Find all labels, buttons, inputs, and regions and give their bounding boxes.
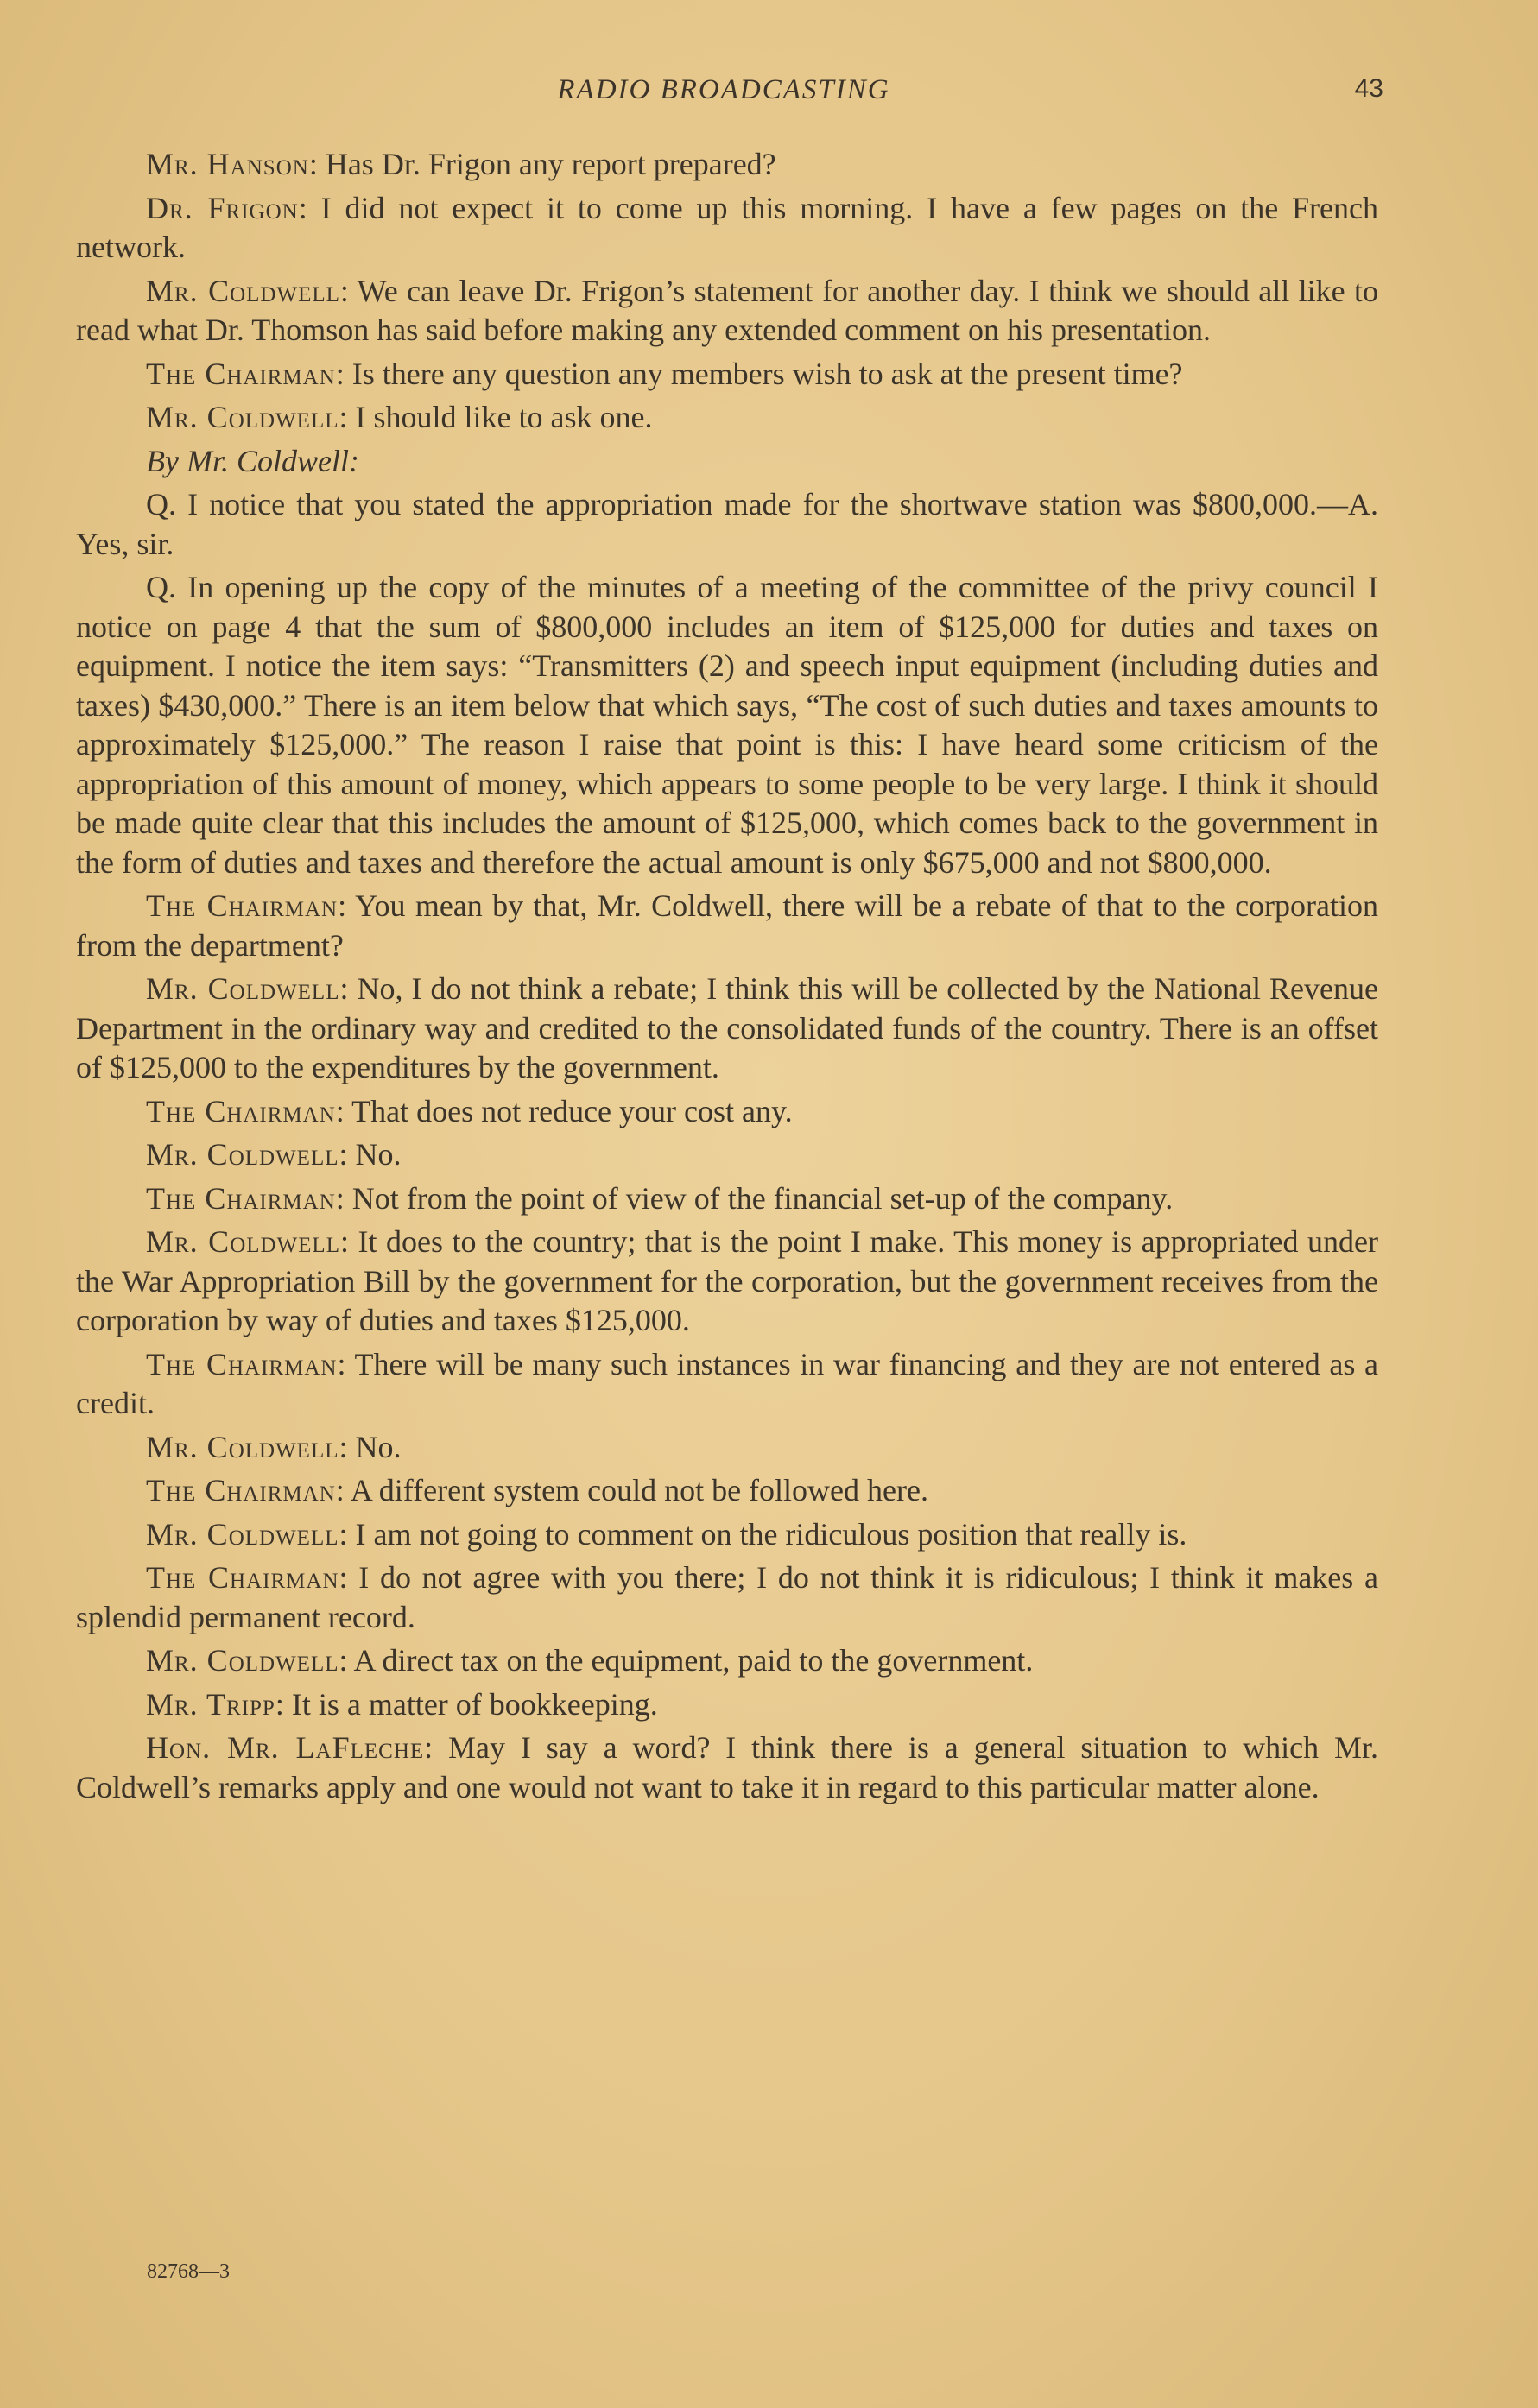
paragraph: The Chairman: A different system could not be followed here. — [146, 1473, 928, 1507]
paragraph-text: Not from the point of view of the financial set-up of the company. — [351, 1180, 1174, 1216]
speaker-name: Mr. Coldwell — [146, 971, 340, 1006]
paragraph: Mr. Tripp: It is a matter of bookkeeping. — [146, 1686, 658, 1722]
paragraph-text: There will be many such instances in war financing and they are not entered as a credit. — [76, 1346, 1378, 1420]
speaker-name: The Chairman — [146, 1473, 336, 1507]
paragraph-text: Q. In opening up the copy of the minutes of a meeting of the committee of the privy council I notice on page 4 that the sum of $800,000 includes an item of $125,000 for duties and taxes on equipment. I notice the item says: “Transmitters (2) and speech input equipment (including duties and taxes) $430,000.” There is an item below that which says, “The cost of such duties and taxes amounts to approximately $125,000.” The reason I raise that point is this: I have heard some criticism of the appropriation of this amount of money, which appears to some people to be very large. I think it should be made quite clear that this includes the amount of $125,000, which comes back to the government in the form of duties and taxes and therefore the actual amount is only $675,000 and not $800,000. — [76, 570, 1378, 880]
paragraph: Mr. Coldwell: It does to the country; that is the point I make. This money is appropriated under the War Appropriation Bill by the government for the corporation, but the government receives from the corporation by way of duties and taxes $125,000. — [76, 1224, 1378, 1337]
paragraph-text: It is a matter of bookkeeping. — [291, 1686, 658, 1722]
paragraph: Dr. Frigon: I did not expect it to come up this morning. I have a few pages on the French network. — [76, 190, 1379, 264]
paragraph: Mr. Coldwell: No, I do not think a rebate; I think this will be collected by the National Revenue Department in the ordinary way and credited to the consolidated funds of the country. There is an offset of $125,000 to the expenditures by the government. — [76, 971, 1378, 1084]
paragraph-text: No. — [355, 1137, 402, 1172]
paragraph-text: May I say a word? I think there is a general situation to which Mr. Coldwell’s remarks apply and one would not want to take it in regard to this particular matter alone. — [76, 1730, 1378, 1804]
paragraph: The Chairman: There will be many such instances in war financing and they are not entered as a credit. — [76, 1346, 1378, 1420]
paragraph-text: No, I do not think a rebate; I think this will be collected by the National Revenue Department in the ordinary way and credited to the consolidated funds of the country. There is an offset of $125,000 to the expenditures by the government. — [76, 971, 1378, 1084]
examiner-heading: By Mr. Coldwell: — [146, 443, 359, 478]
speaker-name: Mr. Coldwell — [146, 400, 339, 434]
speaker-name: Mr. Hanson — [146, 147, 309, 181]
speaker-name: Mr. Tripp — [146, 1686, 275, 1722]
paragraph-text: I am not going to comment on the ridiculous position that really is. — [355, 1516, 1187, 1552]
paragraph-text: A different system could not be followed here. — [350, 1473, 928, 1507]
speaker-name: Mr. Coldwell — [146, 1224, 340, 1259]
paragraph-text: No. — [355, 1429, 402, 1464]
speaker-name: Mr. Coldwell — [146, 1429, 339, 1464]
paragraph: The Chairman: Is there any question any members wish to ask at the present time? — [146, 356, 1183, 391]
page-number: 43 — [1354, 74, 1383, 103]
printer-signature-mark: 82768—3 — [147, 2260, 230, 2283]
paragraph: Mr. Coldwell: I should like to ask one. — [146, 400, 653, 434]
paragraph-text: You mean by that, Mr. Coldwell, there will be a rebate of that to the corporation from the department? — [76, 888, 1379, 963]
paragraph-text: We can leave Dr. Frigon’s statement for another day. I think we should all like to read what Dr. Thomson has said before making any extended comment on his presentation. — [76, 273, 1378, 347]
speaker-name: Dr. Frigon — [146, 190, 299, 225]
paragraph-text: A direct tax on the equipment, paid to the government. — [353, 1643, 1034, 1678]
paragraph: Mr. Coldwell: We can leave Dr. Frigon’s statement for another day. I think we should all like to read what Dr. Thomson has said before making any extended comment on his presentation. — [76, 273, 1378, 347]
paragraph-text: It does to the country; that is the point I make. This money is appropriated under the War Appropriation Bill by the government for the corporation, but the government receives from the corporation by way of duties and taxes $125,000. — [76, 1224, 1378, 1337]
paragraph: The Chairman: I do not agree with you there; I do not think it is ridiculous; I think it makes a splendid permanent record. — [76, 1560, 1378, 1634]
speaker-name: Hon. Mr. LaFleche — [146, 1730, 425, 1765]
paragraph-text: Is there any question any members wish to ask at the present time? — [351, 356, 1183, 391]
paragraph: Hon. Mr. LaFleche: May I say a word? I think there is a general situation to which Mr. Coldwell’s remarks apply and one would not want to take it in regard to this particular matter alone. — [76, 1730, 1378, 1804]
speaker-name: Mr. Coldwell — [146, 273, 340, 308]
transcript-body — [76, 145, 1378, 1811]
paragraph: Mr. Coldwell: I am not going to comment on the ridiculous position that really is. — [146, 1516, 1187, 1552]
speaker-name: The Chairman — [146, 1346, 338, 1381]
speaker-name: Mr. Coldwell — [146, 1516, 339, 1552]
paragraph: The Chairman: That does not reduce your cost any. — [146, 1093, 793, 1128]
running-title: RADIO BROADCASTING — [557, 74, 890, 105]
paragraph-text: I should like to ask one. — [355, 400, 653, 434]
paragraph: Mr. Coldwell: A direct tax on the equipment, paid to the government. — [146, 1643, 1034, 1678]
paragraph: The Chairman: You mean by that, Mr. Coldwell, there will be a rebate of that to the corporation from the department? — [76, 888, 1379, 963]
speaker-name: The Chairman — [146, 1560, 339, 1595]
speaker-name: Mr. Coldwell — [146, 1643, 339, 1678]
paragraph-text: Q. I notice that you stated the appropriation made for the shortwave station was $800,000.—A. Yes, sir. — [76, 487, 1378, 561]
speaker-name: The Chairman — [146, 356, 336, 391]
speaker-name: Mr. Coldwell — [146, 1137, 339, 1172]
paragraph: Mr. Coldwell: No. — [146, 1429, 402, 1464]
paragraph: Mr. Coldwell: No. — [146, 1137, 402, 1172]
paragraph: The Chairman: Not from the point of view of the financial set-up of the company. — [146, 1180, 1174, 1216]
speaker-name: The Chairman — [146, 888, 339, 923]
paragraph-text: Has Dr. Frigon any report prepared? — [325, 147, 776, 181]
paragraph-text: That does not reduce your cost any. — [351, 1093, 793, 1128]
question-paragraph — [76, 568, 1378, 882]
paragraph-text: I do not agree with you there; I do not think it is ridiculous; I think it makes a splendid permanent record. — [76, 1560, 1378, 1634]
paragraph: Mr. Hanson: Has Dr. Frigon any report prepared? — [146, 147, 776, 181]
speaker-name: The Chairman — [146, 1180, 336, 1216]
question-paragraph — [76, 485, 1378, 564]
page-header — [76, 74, 1383, 117]
speaker-name: The Chairman — [146, 1093, 336, 1128]
paragraph-text: I did not expect it to come up this morning. I have a few pages on the French network. — [76, 190, 1379, 264]
